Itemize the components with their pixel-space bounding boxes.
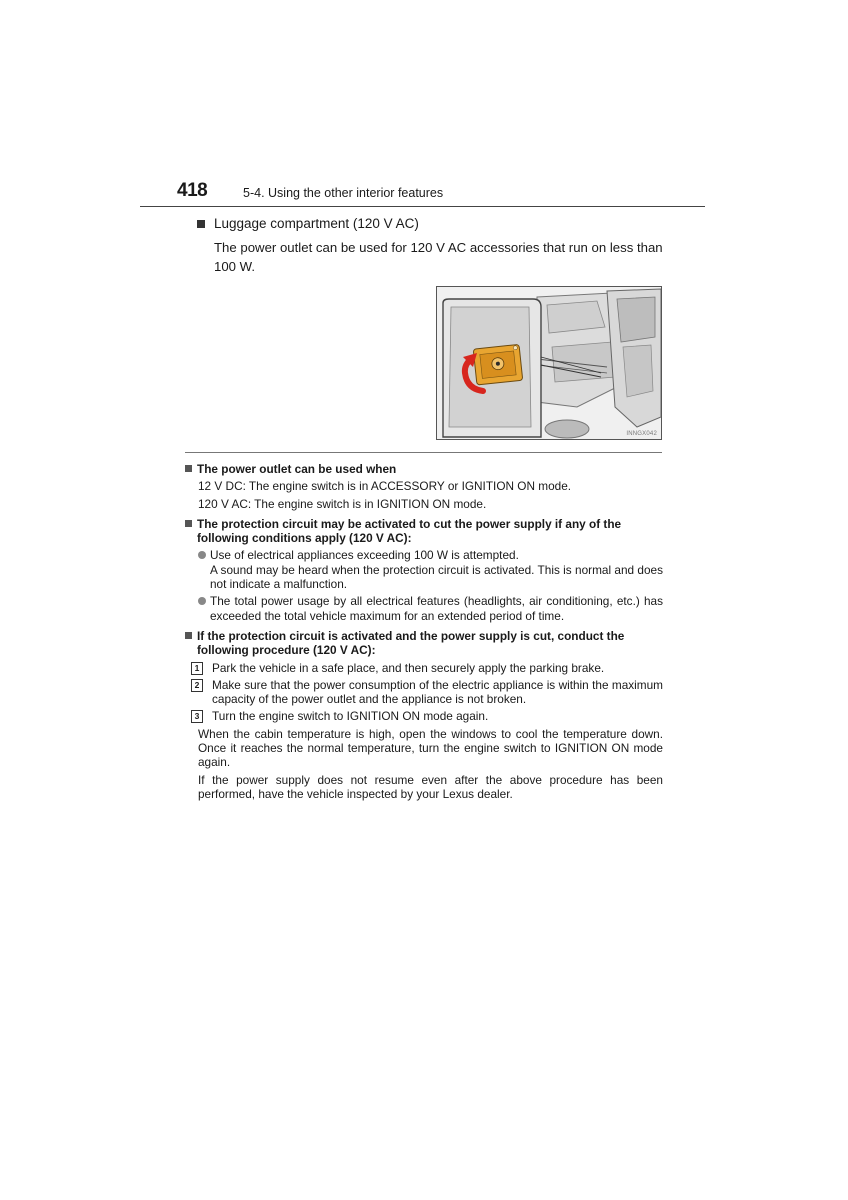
page-number: 418 [177, 180, 208, 201]
step-number: 3 [191, 710, 203, 723]
square-bullet-icon [197, 220, 205, 228]
procedure-step [191, 661, 663, 675]
luggage-outlet-illustration [436, 286, 662, 440]
note-heading-procedure: If the protection circuit is activated and the power supply is cut, conduct the following procedure (120 V AC): [185, 629, 663, 658]
note-heading-usage: The power outlet can be used when [185, 462, 663, 476]
notes-section [185, 460, 663, 801]
procedure-step [191, 678, 663, 707]
section-title: 5-4. Using the other interior features [243, 186, 444, 200]
header-divider [140, 206, 705, 207]
procedure-paragraph: When the cabin temperature is high, open the windows to cool the temperature down. Once it reaches the normal temperature, turn the engine switch to IGNITION ON mode again. [198, 726, 663, 770]
note-heading-protection: The protection circuit may be activated to cut the power supply if any of the following conditions apply (120 V AC): [185, 517, 663, 546]
bullet-text: Use of electrical appliances exceeding 100 W is attempted. [210, 548, 519, 563]
notes-divider [185, 452, 662, 453]
procedure-step [191, 709, 663, 723]
note-line-12v: 12 V DC: The engine switch is in ACCESSORY or IGNITION ON mode. [198, 479, 572, 494]
note-line-120v: 120 V AC: The engine switch is in IGNITION ON mode. [198, 496, 487, 511]
bullet-text: A sound may be heard when the protection circuit is activated. This is normal and does not indicate a malfunction. [210, 562, 663, 592]
procedure-paragraph: If the power supply does not resume even after the above procedure has been performed, have the vehicle inspected by your Lexus dealer. [198, 772, 663, 801]
figure-code: INNGX042 [626, 431, 657, 437]
step-text: Turn the engine switch to IGNITION ON mode again. [212, 709, 489, 724]
subsection-body: The power outlet can be used for 120 V AC accessories that run on less than 100 W. [214, 240, 663, 274]
step-number: 1 [191, 662, 203, 675]
step-text: Park the vehicle in a safe place, and then securely apply the parking brake. [212, 660, 605, 675]
subsection-heading-text: Luggage compartment (120 V AC) [214, 216, 419, 231]
square-bullet-icon [185, 632, 192, 639]
bullet-item [198, 548, 663, 591]
step-text: Make sure that the power consumption of the electric appliance is within the maximum capacity of the power outlet and the appliance is not broken. [212, 677, 663, 707]
circle-bullet-icon [198, 597, 206, 605]
circle-bullet-icon [198, 551, 206, 559]
bullet-text: The total power usage by all electrical features (headlights, air conditioning, etc.) has exceeded the total vehicle maximum for an extended period of time. [210, 594, 663, 623]
square-bullet-icon [185, 520, 192, 527]
subsection-heading [197, 216, 419, 231]
vehicle-rear-drawing [437, 287, 662, 440]
bullet-item [198, 594, 663, 623]
step-number: 2 [191, 679, 203, 692]
square-bullet-icon [185, 465, 192, 472]
